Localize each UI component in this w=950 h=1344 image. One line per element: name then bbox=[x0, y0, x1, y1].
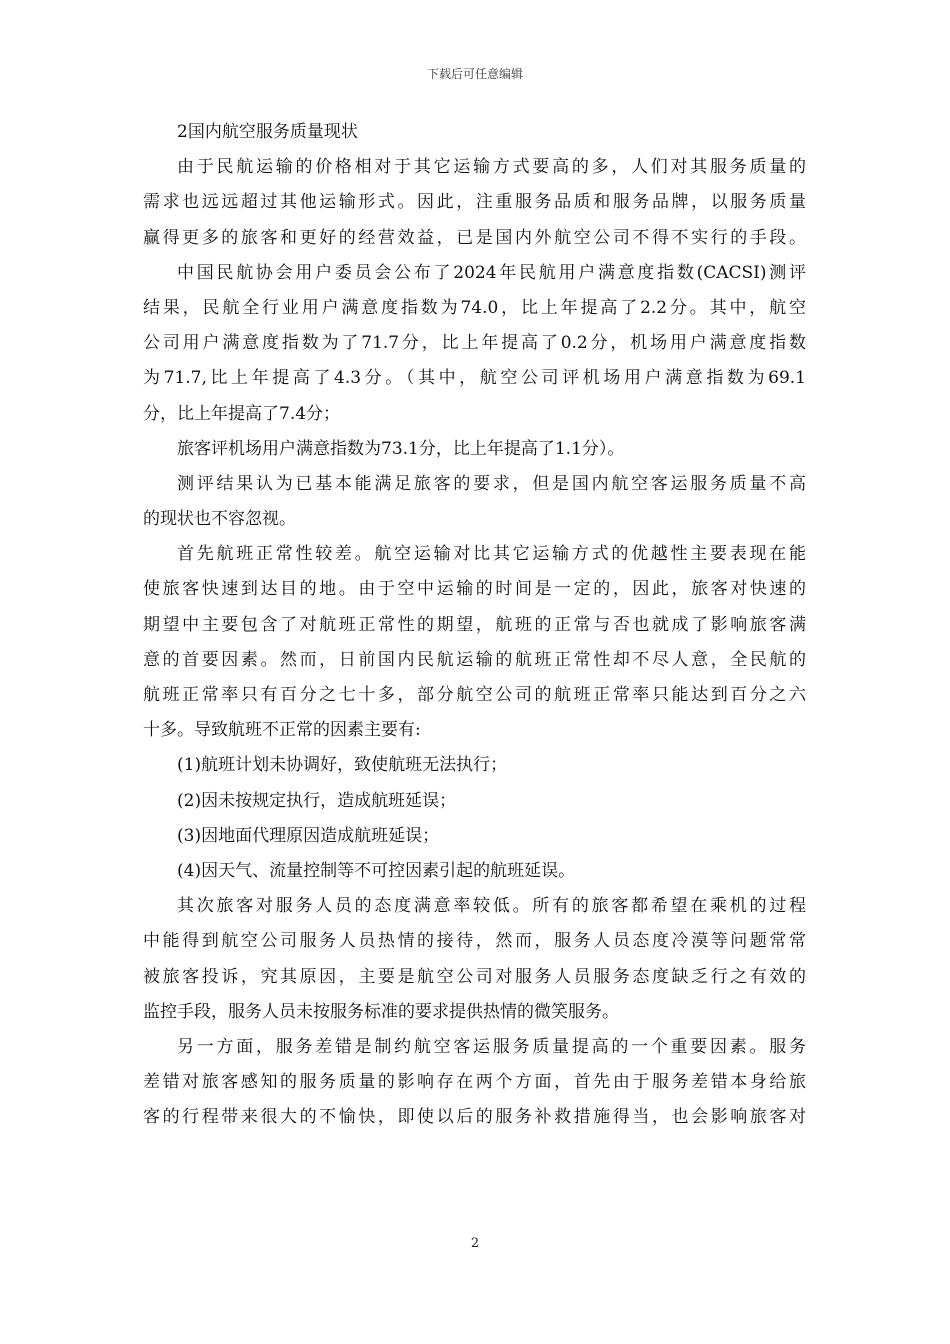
paragraph-line: 由于民航运输的价格相对于其它运输方式要高的多，人们对其服务质量的 bbox=[177, 157, 806, 178]
paragraph-line: 公司用户满意度指数为了71.7分，比上年提高了0.2分，机场用户满意度指数 bbox=[143, 333, 806, 354]
paragraph-line: 的现状也不容忽视。 bbox=[143, 509, 296, 530]
paragraph-line: 监控手段，服务人员未按服务标准的要求提供热情的微笑服务。 bbox=[143, 1001, 619, 1022]
paragraph-line: 十多。导致航班不正常的因素主要有: bbox=[143, 720, 421, 741]
paragraph-line: 为71.7,比上年提高了4.3分。（其中，航空公司评机场用户满意指数为69.1 bbox=[143, 368, 806, 389]
section-heading: 2国内航空服务质量现状 bbox=[177, 122, 358, 142]
list-item: (2)因未按规定执行，造成航班延误； bbox=[177, 790, 457, 811]
paragraph-line: 需求也远远超过其他运输形式。因此，注重服务品质和服务品牌，以服务质量 bbox=[143, 192, 806, 213]
list-item: (1)航班计划未协调好，致使航班无法执行； bbox=[177, 755, 508, 776]
paragraph-line: 差错对旅客感知的服务质量的影响存在两个方面，首先由于服务差错本身给旅 bbox=[143, 1072, 806, 1093]
document-body bbox=[143, 120, 806, 1140]
paragraph-line: 意的首要因素。然而，日前国内民航运输的航班正常性却不尽人意，全民航的 bbox=[143, 649, 806, 670]
paragraph-line: 被旅客投诉，究其原因，主要是航空公司对服务人员服务态度缺乏行之有效的 bbox=[143, 966, 806, 987]
paragraph-line: 另一方面，服务差错是制约航空客运服务质量提高的一个重要因素。服务 bbox=[177, 1036, 806, 1057]
paragraph-line: 客的行程带来很大的不愉快，即使以后的服务补救措施得当，也会影响旅客对 bbox=[143, 1107, 806, 1128]
list-item: (3)因地面代理原因造成航班延误； bbox=[177, 825, 440, 846]
paragraph-line: 中能得到航空公司服务人员热情的接待，然而，服务人员态度冷漠等问题常常 bbox=[143, 931, 806, 952]
paragraph-line: 航班正常率只有百分之七十多，部分航空公司的航班正常率只能达到百分之六 bbox=[143, 685, 806, 705]
page-number: 2 bbox=[470, 1236, 480, 1251]
paragraph-line: 首先航班正常性较差。航空运输对比其它运输方式的优越性主要表现在能 bbox=[177, 544, 806, 565]
page-header: 下载后可任意编辑 bbox=[426, 67, 523, 81]
list-item: (4)因天气、流量控制等不可控因素引起的航班延误。 bbox=[177, 860, 576, 881]
paragraph-line: 测评结果认为已基本能满足旅客的要求，但是国内航空客运服务质量不高 bbox=[177, 473, 806, 494]
paragraph-line: 赢得更多的旅客和更好的经营效益，已是国内外航空公司不得不实行的手段。 bbox=[143, 227, 806, 248]
paragraph-line: 中国民航协会用户委员会公布了2024年民航用户满意度指数(CACSI)测评 bbox=[177, 262, 806, 283]
paragraph-line: 分，比上年提高了7.4分； bbox=[143, 403, 341, 424]
paragraph-line: 结果，民航全行业用户满意度指数为74.0，比上年提高了2.2分。其中，航空 bbox=[143, 297, 806, 318]
paragraph-line: 旅客评机场用户满意指数为73.1分，比上年提高了1.1分）。 bbox=[177, 438, 625, 459]
paragraph-line: 其次旅客对服务人员的态度满意率较低。所有的旅客都希望在乘机的过程 bbox=[177, 896, 806, 917]
paragraph-line: 期望中主要包含了对航班正常性的期望，航班的正常与否也就成了影响旅客满 bbox=[143, 614, 806, 635]
paragraph-line: 使旅客快速到达目的地。由于空中运输的时间是一定的，因此，旅客对快速的 bbox=[143, 579, 806, 600]
